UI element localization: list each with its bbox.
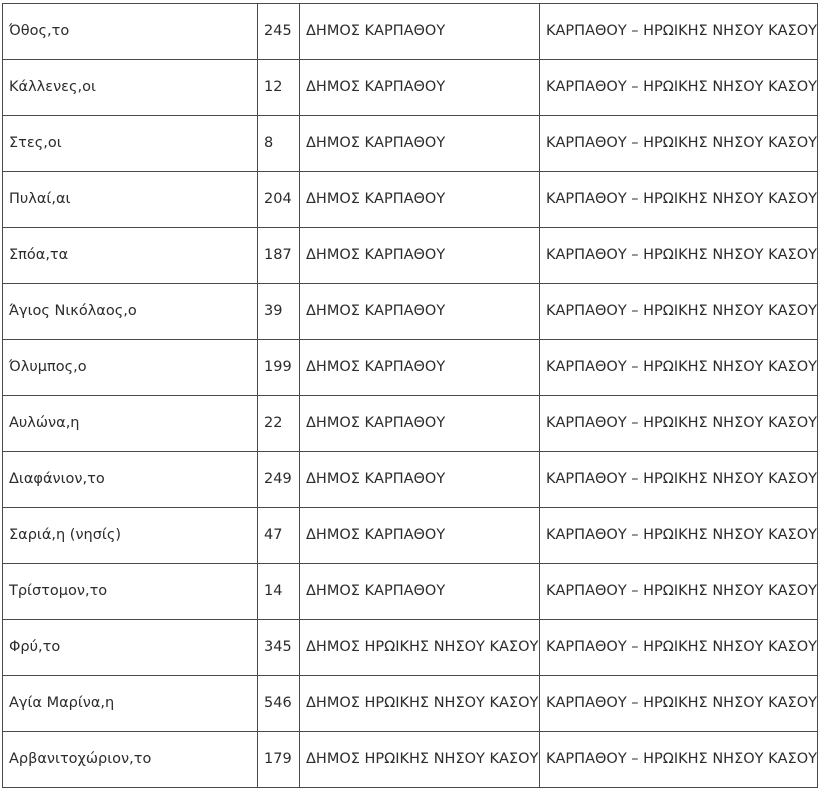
table-row — [3, 116, 818, 172]
settlement-name-cell: Πυλαί,αι — [3, 172, 258, 228]
settlement-name-cell: Αγία Μαρίνα,η — [3, 676, 258, 732]
population-cell: 345 — [258, 620, 300, 676]
regional-unit-cell: ΚΑΡΠΑΘΟΥ – ΗΡΩΙΚΗΣ ΝΗΣΟΥ ΚΑΣΟΥ — [540, 4, 818, 60]
municipality-cell: ΔΗΜΟΣ ΚΑΡΠΑΘΟΥ — [300, 396, 540, 452]
population-cell: 47 — [258, 508, 300, 564]
municipality-cell: ΔΗΜΟΣ ΚΑΡΠΑΘΟΥ — [300, 172, 540, 228]
population-cell: 199 — [258, 340, 300, 396]
population-cell: 204 — [258, 172, 300, 228]
regional-unit-cell: ΚΑΡΠΑΘΟΥ – ΗΡΩΙΚΗΣ ΝΗΣΟΥ ΚΑΣΟΥ — [540, 452, 818, 508]
municipality-cell: ΔΗΜΟΣ ΚΑΡΠΑΘΟΥ — [300, 4, 540, 60]
regional-unit-cell: ΚΑΡΠΑΘΟΥ – ΗΡΩΙΚΗΣ ΝΗΣΟΥ ΚΑΣΟΥ — [540, 172, 818, 228]
regional-unit-cell: ΚΑΡΠΑΘΟΥ – ΗΡΩΙΚΗΣ ΝΗΣΟΥ ΚΑΣΟΥ — [540, 396, 818, 452]
municipality-cell: ΔΗΜΟΣ ΗΡΩΙΚΗΣ ΝΗΣΟΥ ΚΑΣΟΥ — [300, 676, 540, 732]
population-cell: 14 — [258, 564, 300, 620]
population-cell: 22 — [258, 396, 300, 452]
settlement-name-cell: Όθος,το — [3, 4, 258, 60]
regional-unit-cell: ΚΑΡΠΑΘΟΥ – ΗΡΩΙΚΗΣ ΝΗΣΟΥ ΚΑΣΟΥ — [540, 60, 818, 116]
settlement-name-cell: Όλυμπος,ο — [3, 340, 258, 396]
regional-unit-cell: ΚΑΡΠΑΘΟΥ – ΗΡΩΙΚΗΣ ΝΗΣΟΥ ΚΑΣΟΥ — [540, 116, 818, 172]
regional-unit-cell: ΚΑΡΠΑΘΟΥ – ΗΡΩΙΚΗΣ ΝΗΣΟΥ ΚΑΣΟΥ — [540, 620, 818, 676]
regional-unit-cell: ΚΑΡΠΑΘΟΥ – ΗΡΩΙΚΗΣ ΝΗΣΟΥ ΚΑΣΟΥ — [540, 284, 818, 340]
population-cell: 249 — [258, 452, 300, 508]
table-row — [3, 340, 818, 396]
table-row — [3, 564, 818, 620]
settlement-name-cell: Αυλώνα,η — [3, 396, 258, 452]
municipality-cell: ΔΗΜΟΣ ΗΡΩΙΚΗΣ ΝΗΣΟΥ ΚΑΣΟΥ — [300, 620, 540, 676]
regional-unit-cell: ΚΑΡΠΑΘΟΥ – ΗΡΩΙΚΗΣ ΝΗΣΟΥ ΚΑΣΟΥ — [540, 228, 818, 284]
settlement-name-cell: Στες,οι — [3, 116, 258, 172]
population-cell: 179 — [258, 732, 300, 788]
population-cell: 245 — [258, 4, 300, 60]
settlement-name-cell: Σπόα,τα — [3, 228, 258, 284]
regional-unit-cell: ΚΑΡΠΑΘΟΥ – ΗΡΩΙΚΗΣ ΝΗΣΟΥ ΚΑΣΟΥ — [540, 676, 818, 732]
regional-unit-cell: ΚΑΡΠΑΘΟΥ – ΗΡΩΙΚΗΣ ΝΗΣΟΥ ΚΑΣΟΥ — [540, 340, 818, 396]
table-row — [3, 396, 818, 452]
municipality-cell: ΔΗΜΟΣ ΚΑΡΠΑΘΟΥ — [300, 452, 540, 508]
municipality-cell: ΔΗΜΟΣ ΚΑΡΠΑΘΟΥ — [300, 340, 540, 396]
settlement-name-cell: Διαφάνιον,το — [3, 452, 258, 508]
settlement-name-cell: Τρίστομον,το — [3, 564, 258, 620]
population-cell: 39 — [258, 284, 300, 340]
table-row — [3, 60, 818, 116]
table-row — [3, 732, 818, 788]
table-row — [3, 284, 818, 340]
municipality-cell: ΔΗΜΟΣ ΗΡΩΙΚΗΣ ΝΗΣΟΥ ΚΑΣΟΥ — [300, 732, 540, 788]
table-row — [3, 228, 818, 284]
municipality-cell: ΔΗΜΟΣ ΚΑΡΠΑΘΟΥ — [300, 116, 540, 172]
settlement-name-cell: Φρύ,το — [3, 620, 258, 676]
settlement-name-cell: Κάλλενες,οι — [3, 60, 258, 116]
population-cell: 8 — [258, 116, 300, 172]
population-cell: 546 — [258, 676, 300, 732]
settlements-table-body — [3, 4, 818, 788]
table-row — [3, 452, 818, 508]
population-cell: 187 — [258, 228, 300, 284]
regional-unit-cell: ΚΑΡΠΑΘΟΥ – ΗΡΩΙΚΗΣ ΝΗΣΟΥ ΚΑΣΟΥ — [540, 508, 818, 564]
municipality-cell: ΔΗΜΟΣ ΚΑΡΠΑΘΟΥ — [300, 508, 540, 564]
municipality-cell: ΔΗΜΟΣ ΚΑΡΠΑΘΟΥ — [300, 284, 540, 340]
table-row — [3, 620, 818, 676]
settlement-name-cell: Αρβανιτοχώριον,το — [3, 732, 258, 788]
table-row — [3, 676, 818, 732]
population-cell: 12 — [258, 60, 300, 116]
table-row — [3, 508, 818, 564]
table-row — [3, 4, 818, 60]
municipality-cell: ΔΗΜΟΣ ΚΑΡΠΑΘΟΥ — [300, 228, 540, 284]
regional-unit-cell: ΚΑΡΠΑΘΟΥ – ΗΡΩΙΚΗΣ ΝΗΣΟΥ ΚΑΣΟΥ — [540, 732, 818, 788]
settlements-table — [2, 3, 818, 788]
settlement-name-cell: Άγιος Νικόλαος,ο — [3, 284, 258, 340]
municipality-cell: ΔΗΜΟΣ ΚΑΡΠΑΘΟΥ — [300, 564, 540, 620]
settlement-name-cell: Σαριά,η (νησίς) — [3, 508, 258, 564]
table-row — [3, 172, 818, 228]
municipality-cell: ΔΗΜΟΣ ΚΑΡΠΑΘΟΥ — [300, 60, 540, 116]
regional-unit-cell: ΚΑΡΠΑΘΟΥ – ΗΡΩΙΚΗΣ ΝΗΣΟΥ ΚΑΣΟΥ — [540, 564, 818, 620]
